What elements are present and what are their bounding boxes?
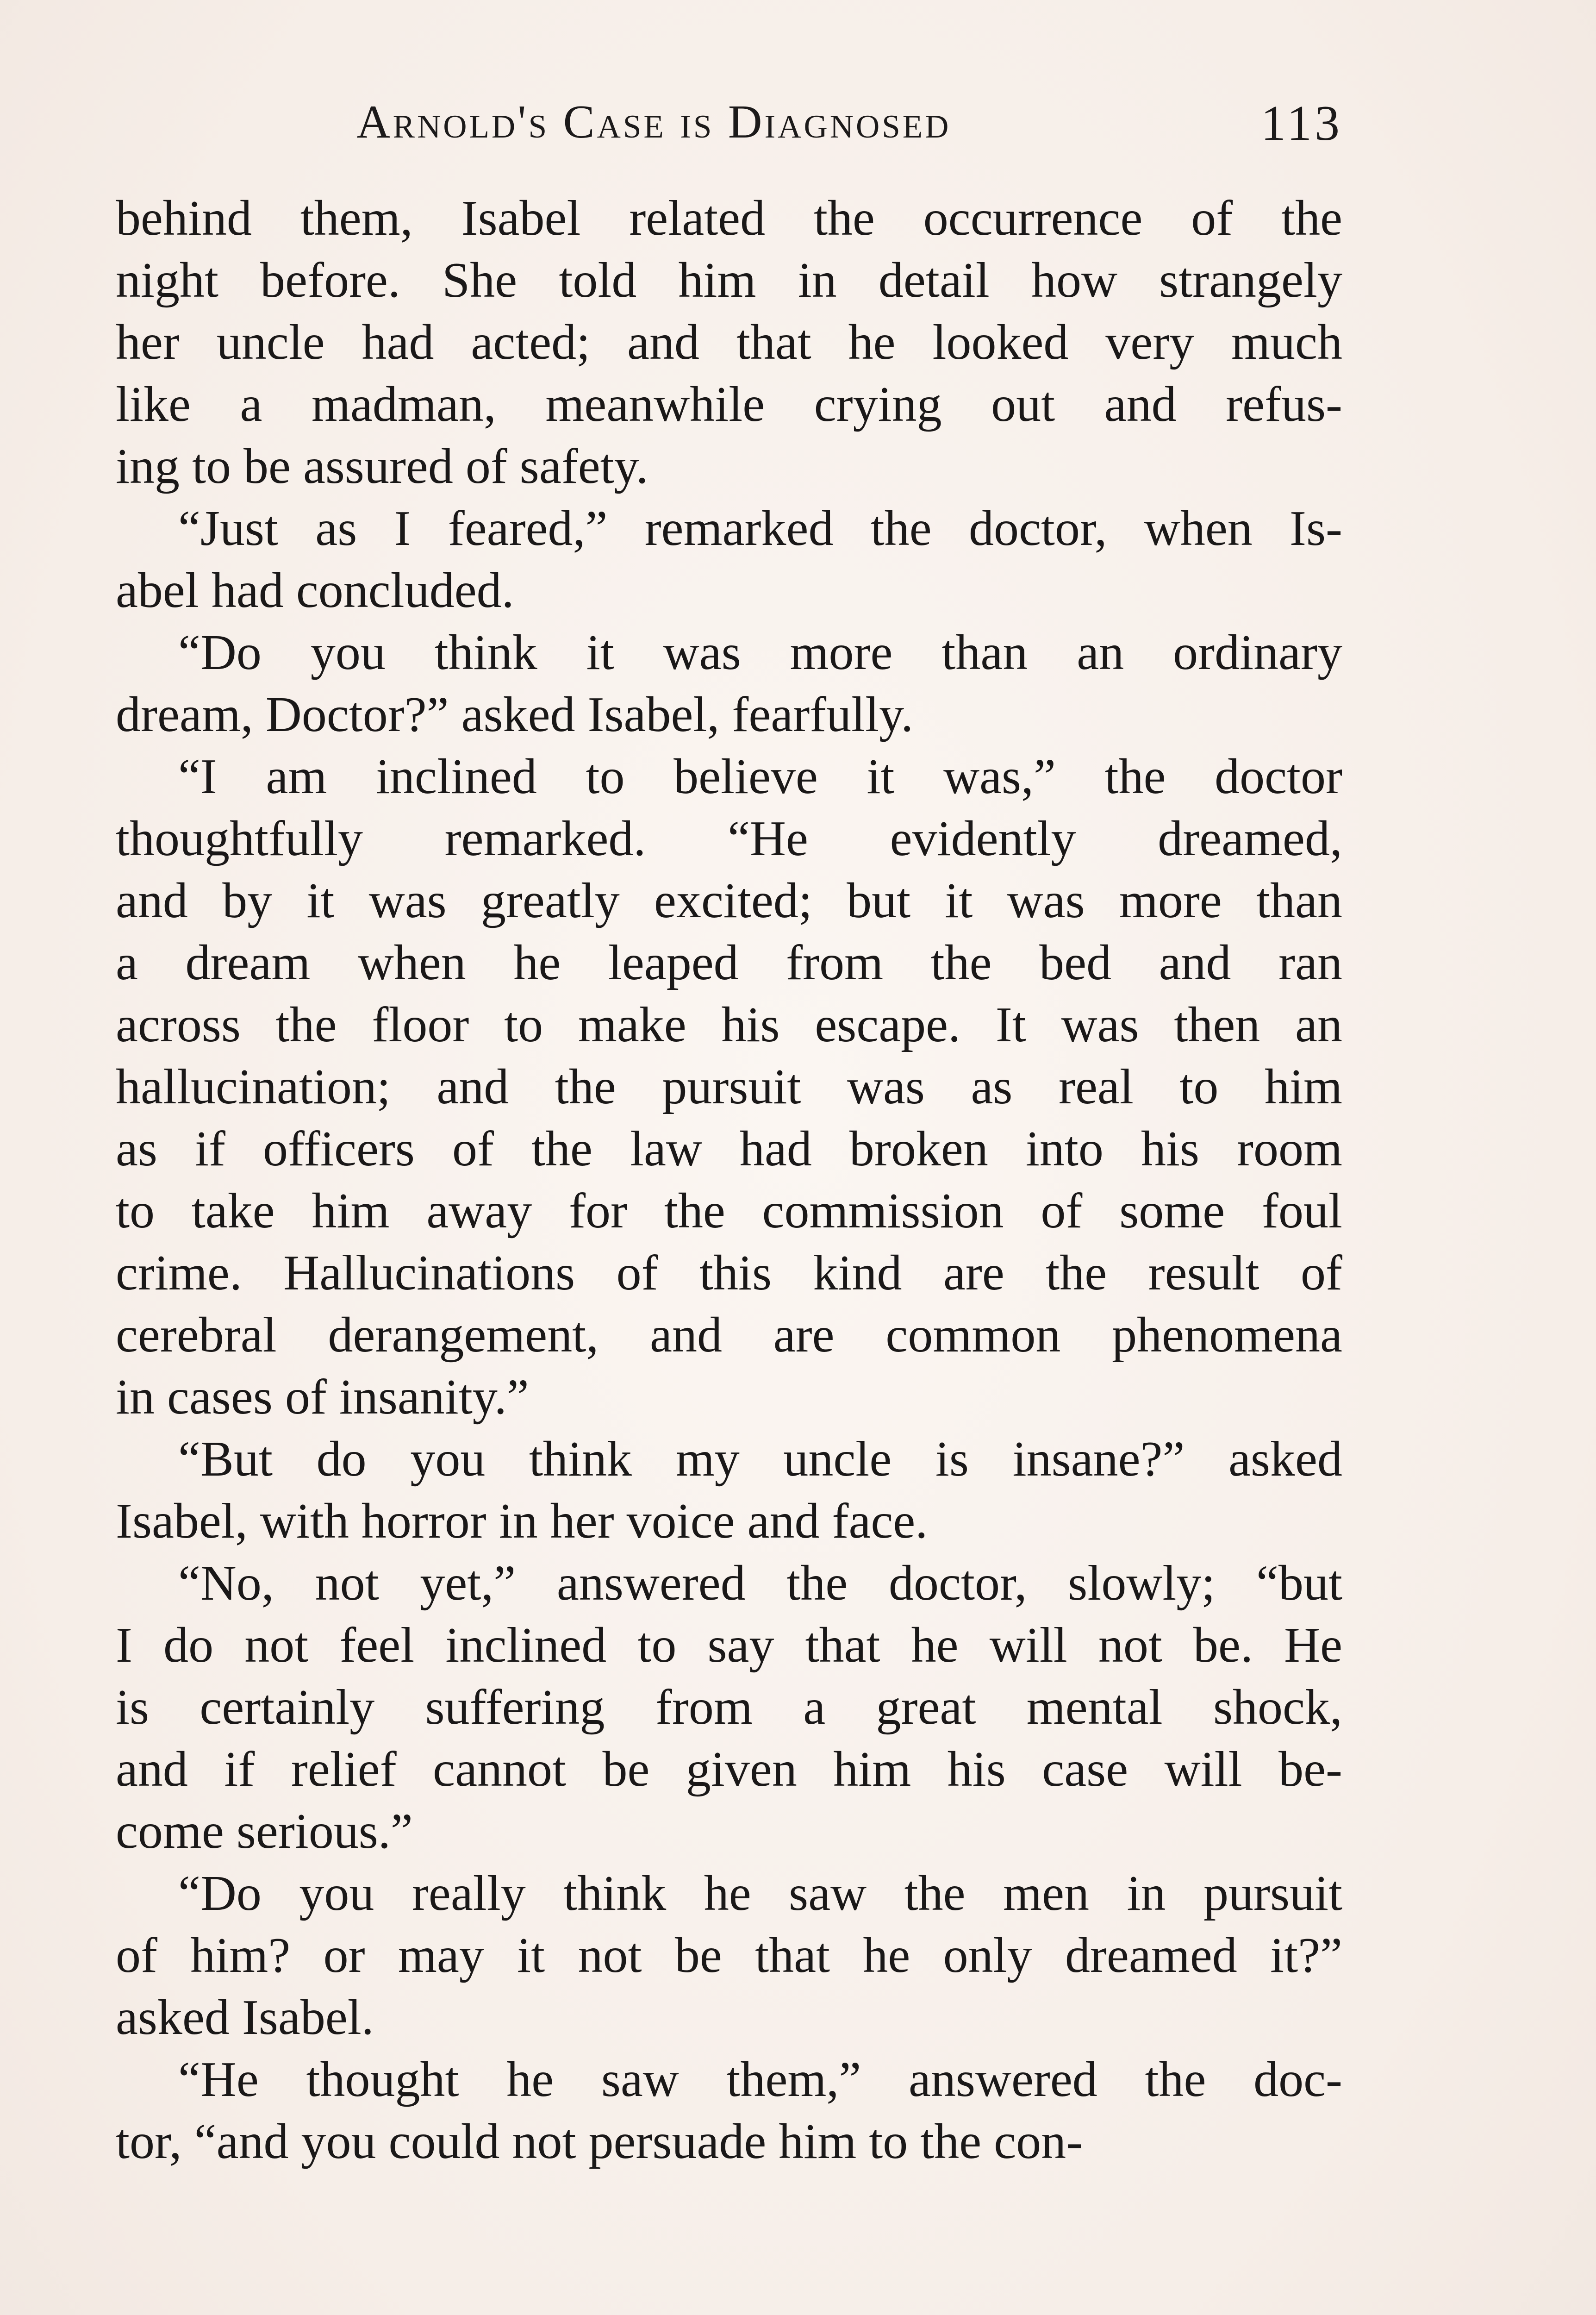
text-line: “I am inclined to believe it was,” the doctor <box>178 749 1342 804</box>
text-line: and if relief cannot be given him his case will be- <box>116 1742 1342 1797</box>
text-line: I do not feel inclined to say that he will not be. He <box>116 1618 1342 1673</box>
body-text <box>116 188 1342 2215</box>
paragraph <box>116 498 1342 622</box>
text-line: night before. She told him in detail how strangely <box>116 253 1342 308</box>
page-number: 113 <box>1261 96 1342 151</box>
text-line: hallucination; and the pursuit was as real to him <box>116 1059 1342 1114</box>
text-line: cerebral derangement, and are common phenomena <box>116 1308 1342 1363</box>
paragraph <box>116 622 1342 746</box>
text-line: behind them, Isabel related the occurrence of the <box>116 191 1342 246</box>
text-line: is certainly suffering from a great mental shock, <box>116 1680 1342 1735</box>
text-line: come serious.” <box>116 1804 413 1859</box>
running-head <box>116 95 1342 164</box>
paragraph <box>116 1552 1342 1863</box>
text-line: a dream when he leaped from the bed and ran <box>116 935 1342 990</box>
paragraph <box>116 746 1342 1428</box>
text-line: Isabel, with horror in her voice and face. <box>116 1494 928 1549</box>
text-line: “Do you really think he saw the men in pursuit <box>178 1866 1342 1921</box>
text-line: “But do you think my uncle is insane?” asked <box>178 1432 1342 1487</box>
text-line: abel had concluded. <box>116 563 514 618</box>
text-line: “Do you think it was more than an ordinary <box>178 625 1342 680</box>
paragraph <box>116 2049 1342 2173</box>
text-line: thoughtfully remarked. “He evidently dreamed, <box>116 811 1342 866</box>
text-line: as if officers of the law had broken into his room <box>116 1121 1342 1176</box>
text-line: in cases of insanity.” <box>116 1370 529 1425</box>
text-line: “No, not yet,” answered the doctor, slowly; “but <box>178 1556 1342 1611</box>
text-line: and by it was greatly excited; but it was more than <box>116 873 1342 928</box>
text-line: asked Isabel. <box>116 1990 374 2045</box>
text-line: her uncle had acted; and that he looked very much <box>116 315 1342 370</box>
text-line: across the floor to make his escape. It was then an <box>116 997 1342 1052</box>
running-title: Arnold's Case is Diagnosed <box>356 96 951 148</box>
paragraph <box>116 188 1342 498</box>
paragraph <box>116 1863 1342 2049</box>
text-line: dream, Doctor?” asked Isabel, fearfully. <box>116 687 914 742</box>
text-line: crime. Hallucinations of this kind are the result of <box>116 1245 1342 1301</box>
text-line: tor, “and you could not persuade him to the con- <box>116 2114 1083 2169</box>
text-line: ing to be assured of safety. <box>116 439 648 494</box>
text-line: “He thought he saw them,” answered the doc- <box>178 2052 1342 2107</box>
text-line: like a madman, meanwhile crying out and refus- <box>116 377 1342 432</box>
text-line: to take him away for the commission of some foul <box>116 1183 1342 1239</box>
text-line: of him? or may it not be that he only dreamed it?” <box>116 1928 1342 1983</box>
text-line: “Just as I feared,” remarked the doctor, when Is- <box>178 501 1342 556</box>
paragraph <box>116 1428 1342 1552</box>
